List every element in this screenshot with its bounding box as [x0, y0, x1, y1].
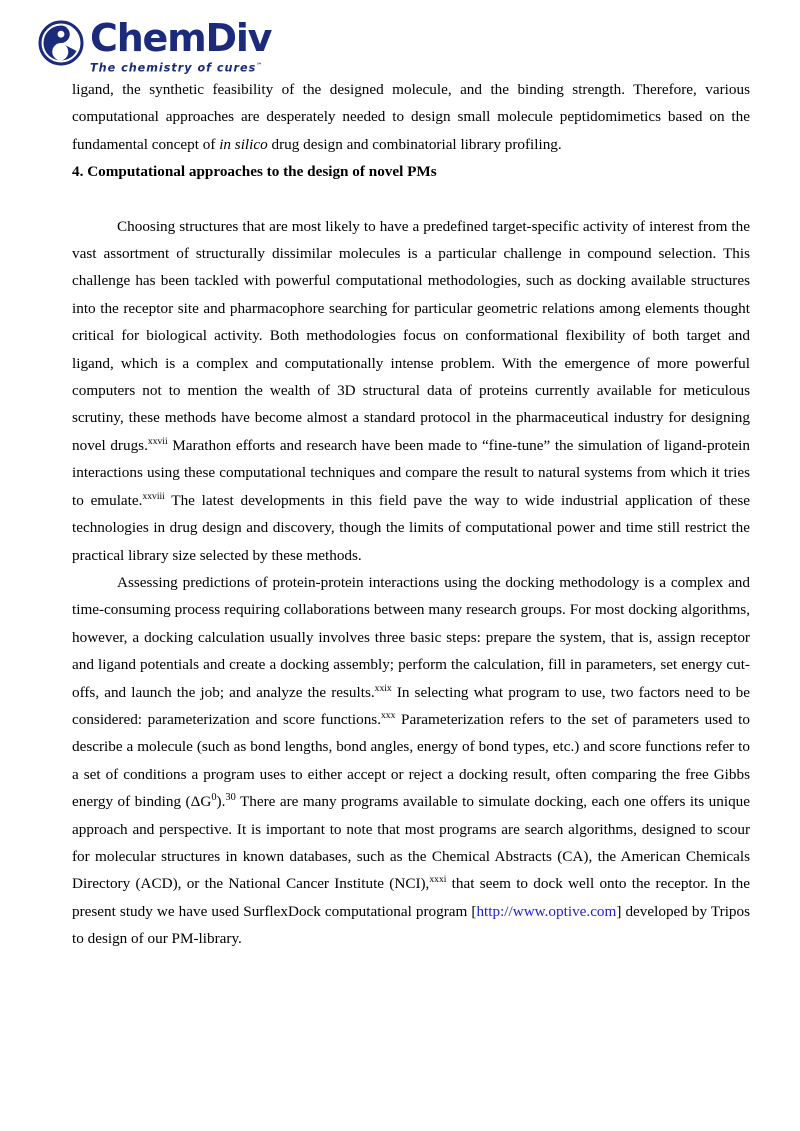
italic-in-silico: in silico	[219, 135, 268, 153]
paragraph-docking-methodology	[72, 569, 750, 953]
paragraph-3-part-5: There are many programs available to simulate docking, each one offers its unique approach and perspective. It is important to note that most programs are search algorithms, designed to scour for molecular structures in known databases, such as the Chemical Abstracts (CA), the American Chemicals Directory (ACD), or the National Cancer Institute (NCI),	[72, 793, 750, 893]
logo-tagline	[90, 59, 262, 75]
footnote-marker-xxviii: xxviii	[142, 490, 165, 502]
paragraph-computational-approaches	[72, 213, 750, 569]
optive-website-link[interactable]: http://www.optive.com	[476, 902, 617, 920]
footnote-marker-xxix: xxix	[374, 682, 392, 694]
paragraph-2-part-3: The latest developments in this field pave the way to wide industrial application of these technologies in drug design and discovery, though the limits of computational power and time still restrict the practical library size selected by these methods.	[72, 491, 750, 564]
section-heading: 4. Computational approaches to the design of novel PMs	[72, 163, 437, 181]
paragraph-1-part-1: ligand, the synthetic feasibility of the designed molecule, and the binding strength. Therefore, various computational approaches are desperately needed to design small molecule peptidomimetics based on the fundamental concept of	[72, 81, 750, 153]
paragraph-continuation	[72, 76, 750, 158]
paragraph-3-part-4: ).	[216, 793, 226, 811]
paragraph-3-part-6: that seem to dock well onto the receptor. In the present study we have used SurflexDock computational program [	[72, 875, 750, 920]
paragraph-2-part-1: Choosing structures that are most likely to have a predefined target-specific activity of interest from the vast assortment of structurally dissimilar molecules is a particular challenge in compound selection. This challenge has been tackled with powerful computational methodologies, such as docking available structures into the receptor site and pharmacophore searching for particular geometric relations among elements thought critical for biological activity. Both methodologies focus on conformational flexibility of both target and ligand, which is a complex and computationally intense problem. With the emergence of more powerful computers not to mention the wealth of 3D structural data of proteins currently available for meticulous scrutiny, these methods have become almost a standard protocol in the pharmaceutical industry for designing novel drugs.	[72, 217, 750, 454]
paragraph-1-part-2: drug design and combinatorial library profiling.	[267, 135, 562, 153]
logo-wordmark: ChemDiv	[90, 16, 272, 60]
document-body	[72, 76, 750, 953]
chemdiv-swirl-icon	[38, 20, 84, 66]
superscript-zero: 0	[211, 792, 217, 804]
footnote-marker-xxvii: xxvii	[147, 435, 168, 447]
paragraph-3-part-1: Assessing predictions of protein-protein interactions using the docking methodology is a complex and time-consuming process requiring collaborations between many research groups. For most docking algorithms, however, a docking calculation usually involves three basic steps: prepare the system, that is, assign receptor and ligand potentials and create a docking assembly; perform the calculation, fill in parameters, set energy cut-offs, and launch the job; and analyze the results.	[72, 573, 750, 701]
logo-text-block	[90, 18, 271, 75]
paragraph-2-part-2: Marathon efforts and research have been made to “fine-tune” the simulation of ligand-protein interactions using these computational techniques and compare the result to natural systems from which it tries to emulate.	[72, 436, 750, 509]
paragraph-3-part-7: ] developed by Tripos to design of our PM-library.	[72, 902, 751, 948]
logo-tagline-text: The chemistry of cures	[90, 61, 257, 75]
chemdiv-logo-header	[38, 18, 271, 80]
paragraph-3-part-3: Parameterization refers to the set of parameters used to describe a molecule (such as bond lengths, bond angles, energy of bond types, etc.) and score functions refer to a set of conditions a program uses to either accept or reject a docking result, often comparing the free Gibbs energy of binding (ΔG	[72, 710, 750, 811]
service-mark-icon: ℠	[256, 62, 263, 69]
footnote-marker-xxxi: xxxi	[429, 874, 447, 886]
footnote-marker-xxx: xxx	[381, 709, 396, 721]
footnote-marker-30: 30	[225, 792, 236, 804]
paragraph-3-part-2: In selecting what program to use, two factors need to be considered: parameterization and score functions.	[72, 683, 750, 728]
